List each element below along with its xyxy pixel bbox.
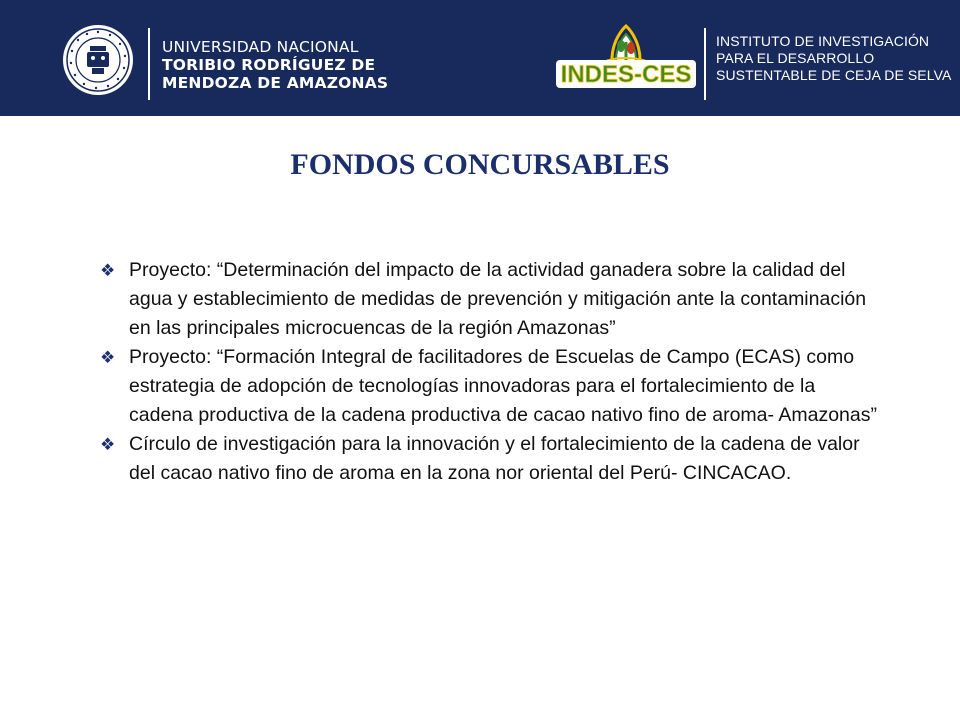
institute-name: [716, 33, 951, 84]
university-name-line2: TORIBIO RODRÍGUEZ DE: [162, 56, 376, 74]
indes-ces-logo: [556, 20, 696, 92]
header-divider-right: [704, 28, 706, 100]
university-name-line3: MENDOZA DE AMAZONAS: [162, 74, 389, 92]
institute-name-line2: PARA EL DESARROLLO: [716, 50, 875, 66]
header-banner: [0, 0, 960, 116]
university-seal-logo: [62, 24, 134, 96]
institute-name-line3: SUSTENTABLE DE CEJA DE SELVA: [716, 67, 952, 83]
list-item-text: Proyecto: “Formación Integral de facilitadores de Escuelas de Campo (ECAS) como estrategia de adopción de tecnologías innovadoras para el fortalecimiento de la cadena productiva de la cadena productiva de cacao nativo fino de aroma- Amazonas”: [129, 346, 877, 426]
diamond-bullet-icon: ❖: [100, 348, 116, 367]
projects-list: [100, 256, 880, 488]
list-item: [100, 256, 880, 343]
page-title: FONDOS CONCURSABLES: [290, 148, 670, 181]
list-item: [100, 430, 880, 488]
list-item: [100, 343, 880, 430]
list-item-text: Círculo de investigación para la innovación y el fortalecimiento de la cadena de valor del cacao nativo fino de aroma en la zona nor oriental del Perú- CINCACAO.: [129, 433, 860, 484]
diamond-bullet-icon: ❖: [100, 261, 116, 280]
diamond-bullet-icon: ❖: [100, 435, 116, 454]
university-name-line1: UNIVERSIDAD NACIONAL: [162, 38, 359, 56]
university-name: [162, 38, 388, 92]
list-item-text: Proyecto: “Determinación del impacto de la actividad ganadera sobre la calidad del agua y establecimiento de medidas de prevención y mitigación ante la contaminación en las principales microcuencas de la región Amazonas”: [129, 259, 867, 339]
header-divider-left: [148, 28, 150, 100]
institute-name-line1: INSTITUTO DE INVESTIGACIÓN: [716, 33, 930, 49]
indes-logo-wordmark: INDES-CES: [560, 61, 692, 88]
